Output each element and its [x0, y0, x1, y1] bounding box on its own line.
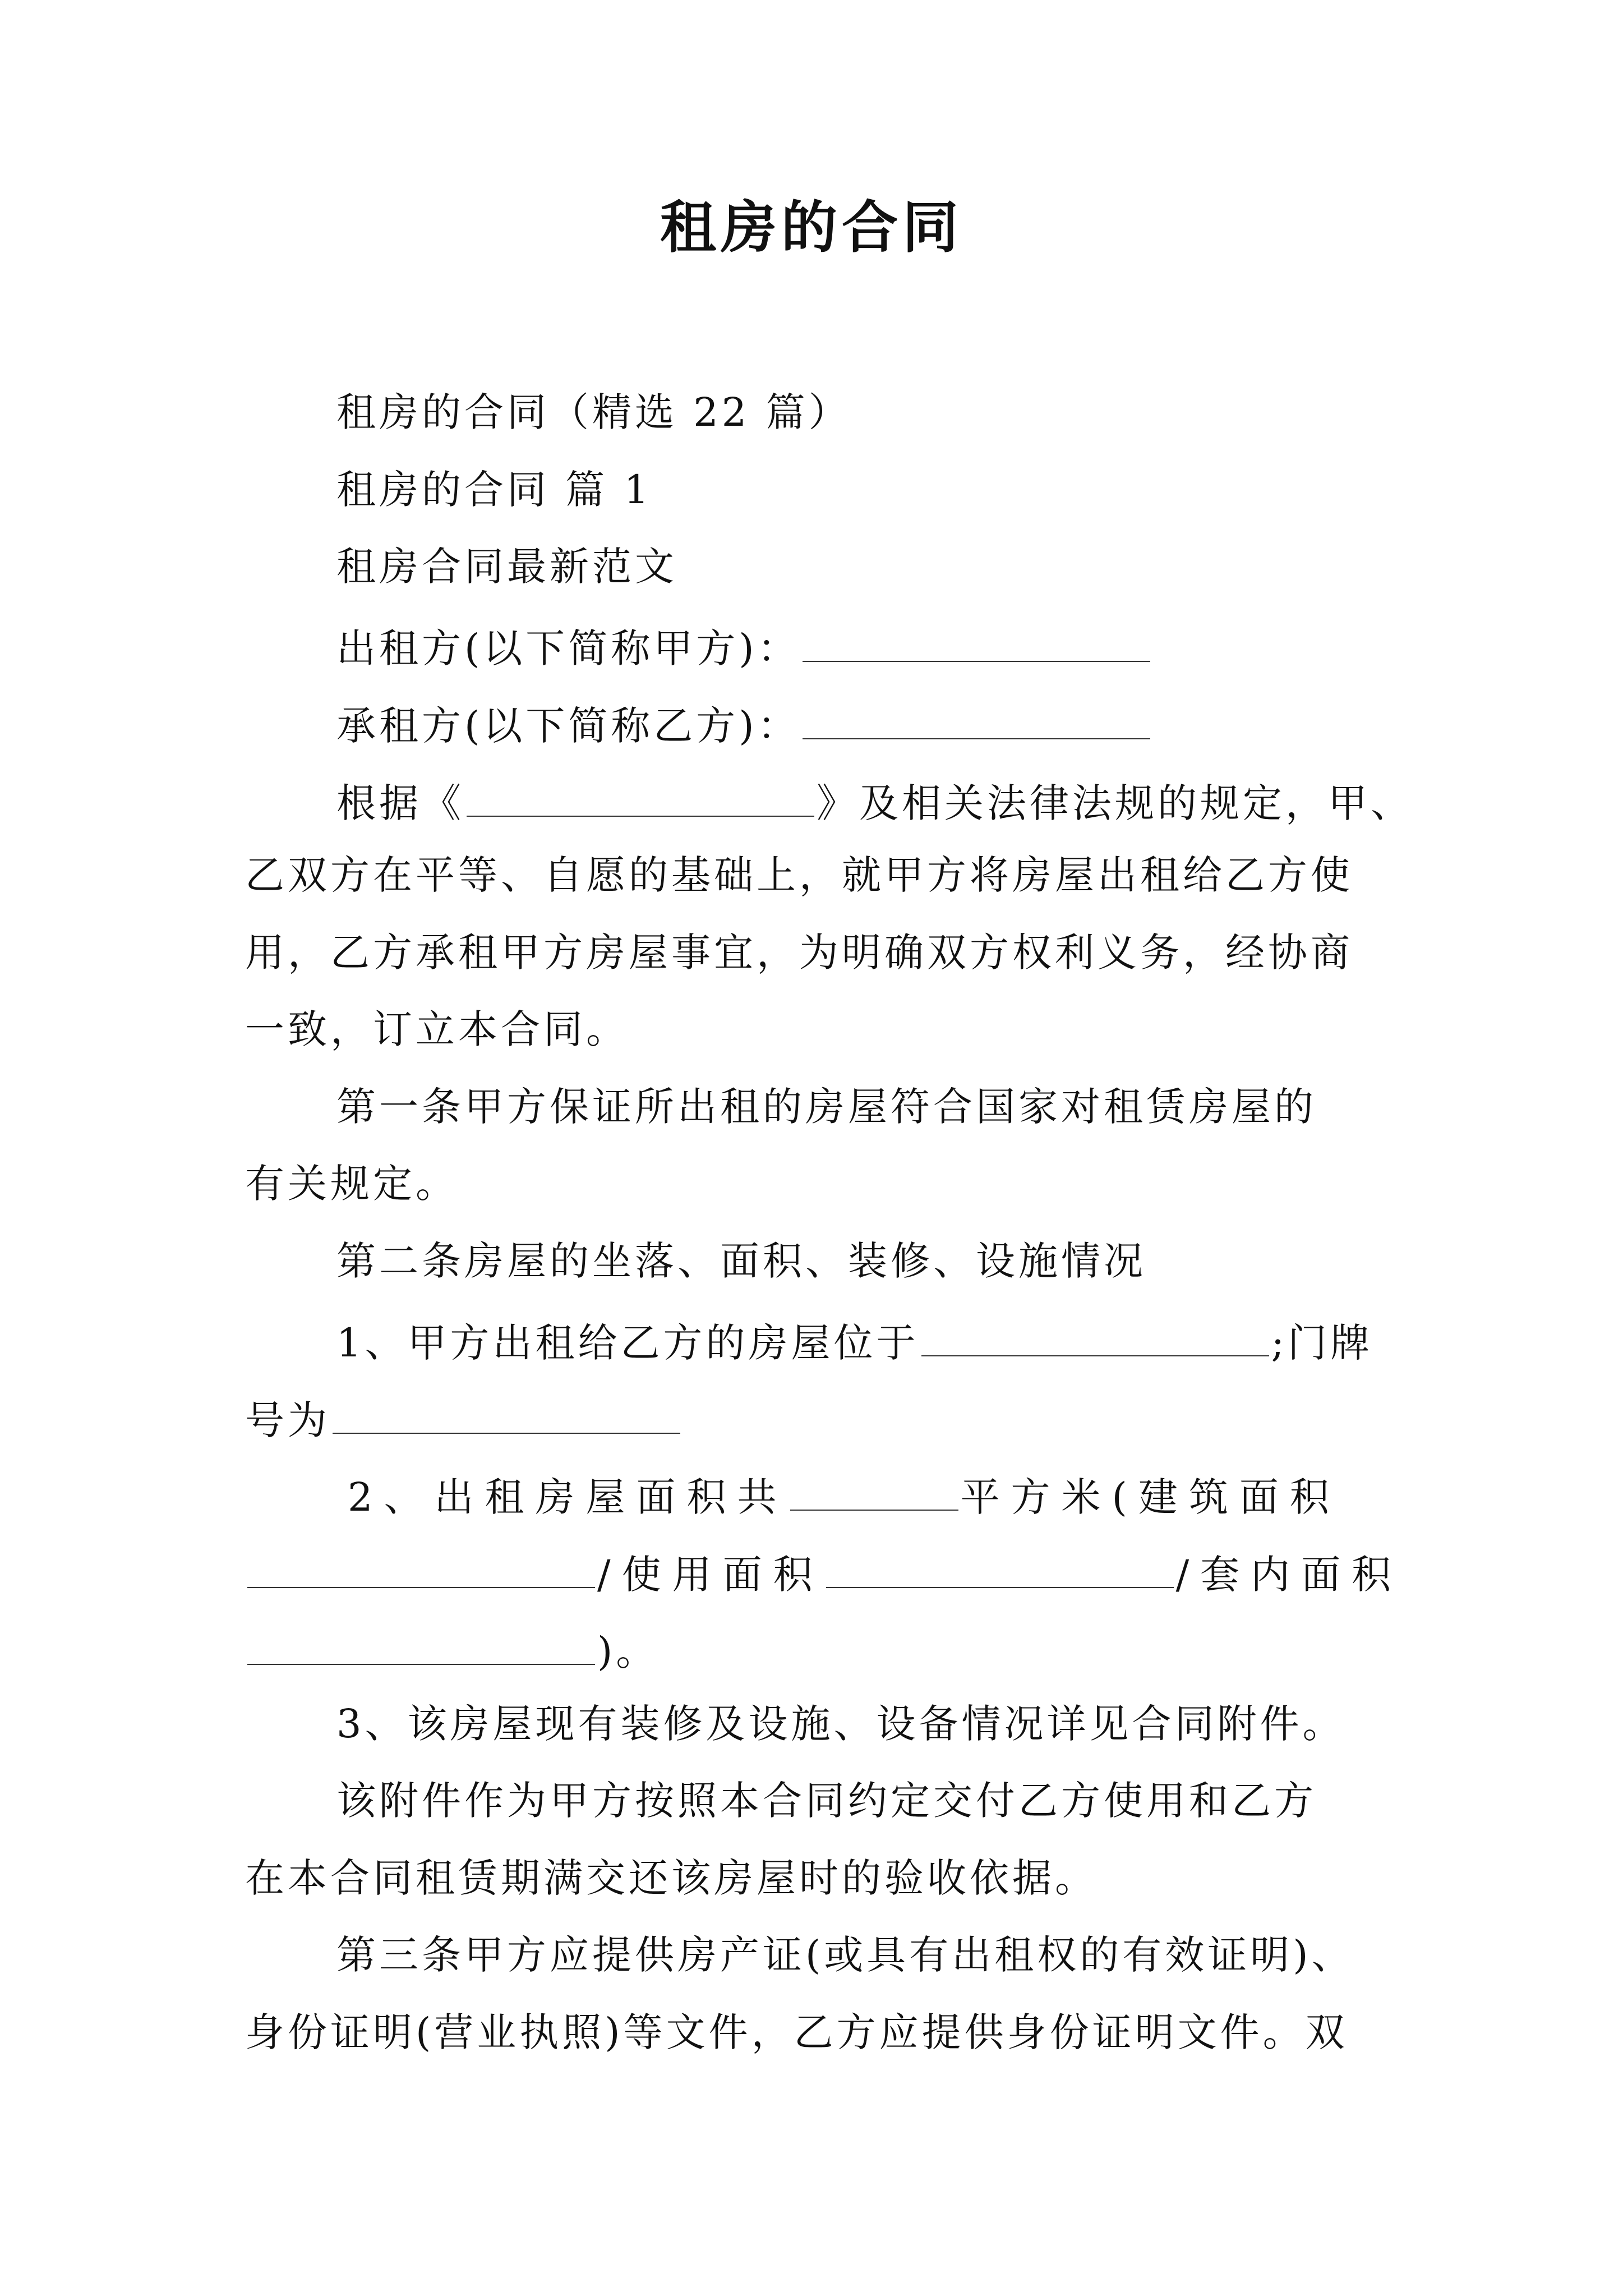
article2-item1-line-2: [245, 1396, 683, 1443]
item2-text-1: 2、出租房屋面积共: [348, 1474, 788, 1520]
sample-heading: 租房合同最新范文: [336, 544, 677, 590]
usable-area-blank[interactable]: [826, 1550, 1174, 1588]
lessor-blank[interactable]: [803, 624, 1150, 662]
law-name-blank[interactable]: [467, 779, 814, 817]
attachment-line-2: 在本合同租赁期满交还该房屋时的验收依据。: [245, 1855, 1098, 1901]
item2-text-4: /套内面积: [1175, 1552, 1403, 1598]
house-number-blank[interactable]: [333, 1396, 680, 1434]
area-total-blank[interactable]: [790, 1473, 958, 1511]
item1-text-1: 1、甲方出租给乙方的房屋位于: [336, 1320, 919, 1366]
document-title: 租房的合同: [660, 194, 963, 260]
item2-text-2: 平方米(建筑面积: [960, 1474, 1340, 1520]
intro-line-3: 用，乙方承租甲方房屋事宜，为明确双方权利义务，经协商: [245, 930, 1353, 976]
intro-text-1: 根据《: [336, 780, 464, 826]
item2-text-3: /使用面积: [597, 1552, 824, 1598]
subtitle: 租房的合同（精选 22 篇）: [336, 389, 851, 435]
article2-heading: 第二条房屋的坐落、面积、装修、设施情况: [336, 1238, 1146, 1284]
lessor-label: 出租方(以下简称甲方)：: [336, 625, 800, 671]
lessee-label: 承租方(以下简称乙方)：: [336, 703, 800, 749]
article2-item3: 3、该房屋现有装修及设施、设备情况详见合同附件。: [336, 1701, 1345, 1747]
lessor-line: [336, 624, 1152, 671]
building-area-blank[interactable]: [247, 1550, 595, 1588]
lessee-blank[interactable]: [803, 701, 1150, 739]
location-blank[interactable]: [921, 1318, 1269, 1356]
item1-text-3: 号为: [245, 1397, 330, 1443]
intro-line-1: [336, 779, 1413, 826]
article1-line-2: 有关规定。: [245, 1161, 458, 1207]
item2-text-5: )。: [597, 1628, 659, 1674]
intro-text-2: 》及相关法律法规的规定，甲、: [817, 780, 1413, 826]
article2-item1-line-1: [336, 1318, 1373, 1366]
article2-item2-line-3: [245, 1627, 659, 1674]
article2-item2-line-1: [348, 1473, 1340, 1520]
article2-item2-line-2: [245, 1550, 1403, 1598]
attachment-line-1: 该附件作为甲方按照本合同约定交付乙方使用和乙方: [336, 1778, 1317, 1824]
intro-line-2: 乙双方在平等、自愿的基础上，就甲方将房屋出租给乙方使: [245, 852, 1353, 898]
intro-line-4: 一致，订立本合同。: [245, 1006, 629, 1052]
article1-line-1: 第一条甲方保证所出租的房屋符合国家对租赁房屋的: [336, 1084, 1317, 1130]
lessee-line: [336, 701, 1152, 749]
section-heading: 租房的合同 篇 1: [336, 467, 653, 513]
article3-line-2: 身份证明(营业执照)等文件，乙方应提供身份证明文件。双: [245, 2009, 1348, 2055]
item1-text-2: ;门牌: [1271, 1320, 1373, 1366]
article3-line-1: 第三条甲方应提供房产证(或具有出租权的有效证明)、: [336, 1932, 1354, 1978]
interior-area-blank[interactable]: [247, 1627, 595, 1665]
